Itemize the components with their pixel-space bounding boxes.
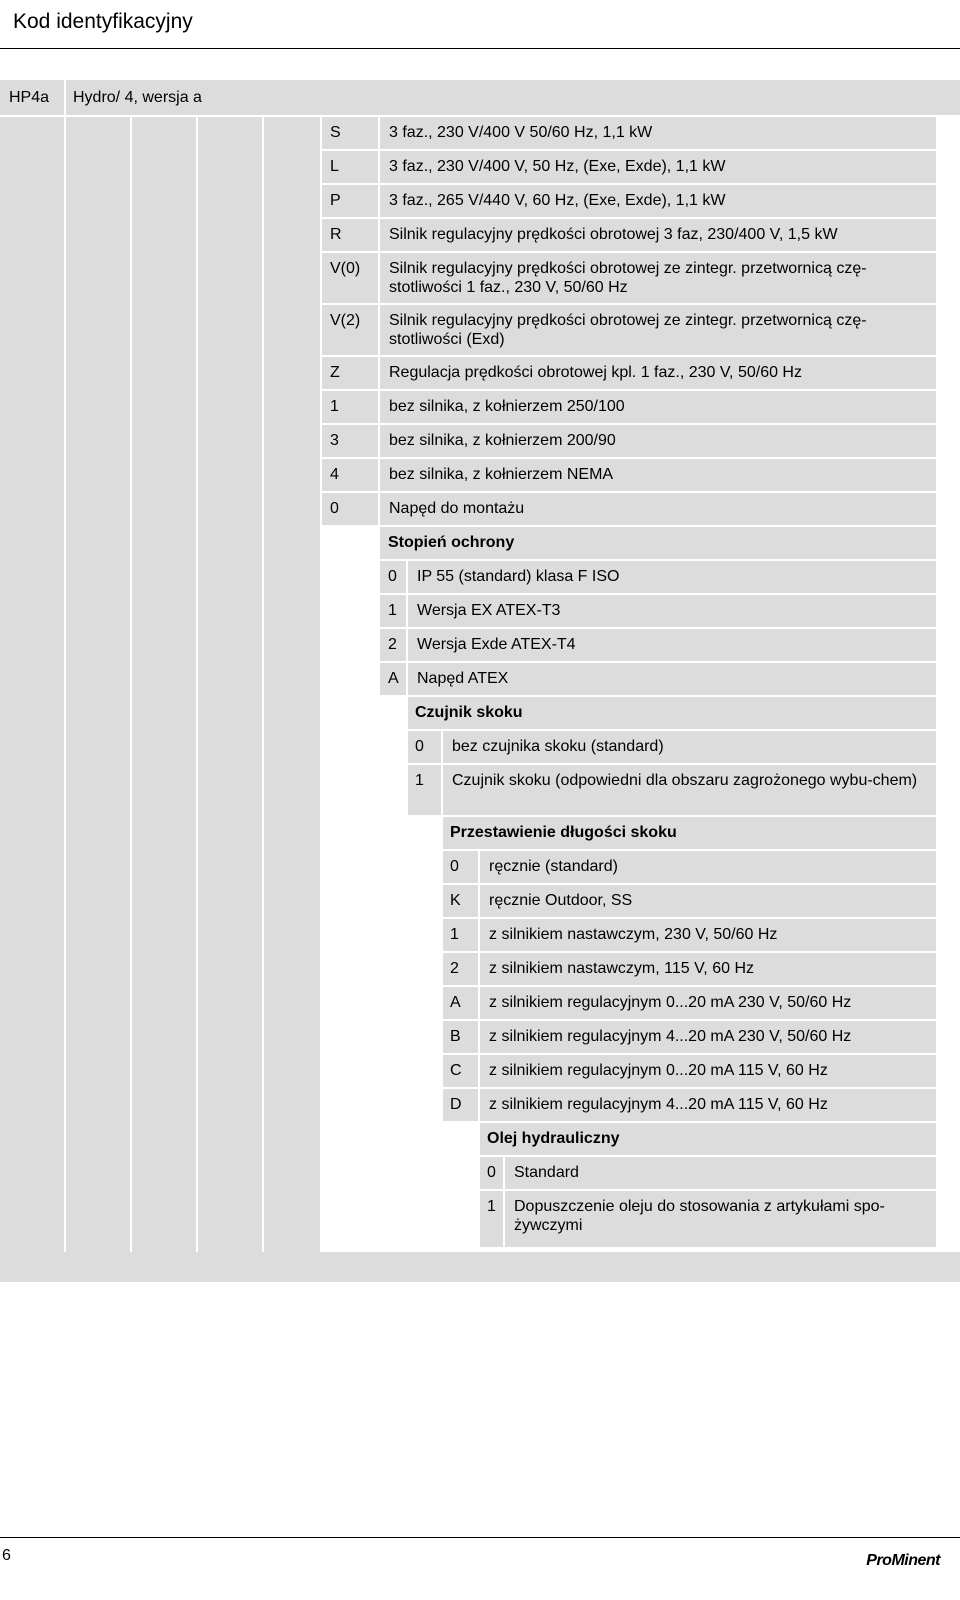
option-code: 1 (322, 391, 378, 423)
option-code: V(0) (322, 253, 378, 303)
page-title: Kod identyfikacyjny (13, 10, 193, 33)
option-code: P (322, 185, 378, 217)
option-code: L (322, 151, 378, 183)
option-code: 0 (322, 493, 378, 525)
option-description: Czujnik skoku (odpowiedni dla obszaru zagrożonego wybu-chem) (443, 765, 936, 815)
option-code: K (443, 885, 478, 917)
option-description: Wersja EX ATEX-T3 (408, 595, 936, 627)
option-description: IP 55 (standard) klasa F ISO (408, 561, 936, 593)
option-code: S (322, 117, 378, 149)
option-code: 0 (443, 851, 478, 883)
option-code: B (443, 1021, 478, 1053)
table-row (0, 357, 960, 389)
level5-heading: Olej hydrauliczny (480, 1123, 936, 1155)
page-number: 6 (2, 1547, 11, 1564)
option-code: 0 (480, 1157, 503, 1189)
level4-heading: Przestawienie długości skoku (443, 817, 936, 849)
option-description: Standard (505, 1157, 936, 1189)
option-code: 3 (322, 425, 378, 457)
table-bottom-band (0, 1252, 960, 1282)
table-row (0, 1055, 960, 1087)
option-code: 4 (322, 459, 378, 491)
table-row (0, 663, 960, 695)
option-description: Silnik regulacyjny prędkości obrotowej ze zintegr. przetwornicą czę-stotliwości (Exd) (380, 305, 936, 355)
option-code: 1 (480, 1191, 503, 1247)
option-code: C (443, 1055, 478, 1087)
table-row (0, 1191, 960, 1247)
option-description: 3 faz., 230 V/400 V, 50 Hz, (Exe, Exde), 1,1 kW (380, 151, 936, 183)
level4-heading-row (0, 817, 960, 849)
table-row (0, 953, 960, 985)
option-description: z silnikiem nastawczym, 230 V, 50/60 Hz (480, 919, 936, 951)
option-description: Napęd do montażu (380, 493, 936, 525)
option-description: z silnikiem regulacyjnym 4...20 mA 230 V, 50/60 Hz (480, 1021, 936, 1053)
level3-heading-row (0, 697, 960, 729)
table-row (0, 305, 960, 355)
table-row (0, 629, 960, 661)
option-description: z silnikiem regulacyjnym 0...20 mA 115 V, 60 Hz (480, 1055, 936, 1087)
table-row (0, 987, 960, 1019)
option-description: Silnik regulacyjny prędkości obrotowej 3 faz, 230/400 V, 1,5 kW (380, 219, 936, 251)
table-row (0, 493, 960, 525)
option-description: Wersja Exde ATEX-T4 (408, 629, 936, 661)
option-code: 1 (443, 919, 478, 951)
table-row (0, 765, 960, 815)
level3-heading: Czujnik skoku (408, 697, 936, 729)
table-row (0, 151, 960, 183)
option-description: ręcznie Outdoor, SS (480, 885, 936, 917)
option-description: z silnikiem regulacyjnym 0...20 mA 230 V, 50/60 Hz (480, 987, 936, 1019)
option-code: 1 (408, 765, 441, 815)
option-description: bez silnika, z kołnierzem 200/90 (380, 425, 936, 457)
option-code: A (380, 663, 406, 695)
option-description: Regulacja prędkości obrotowej kpl. 1 faz., 230 V, 50/60 Hz (380, 357, 936, 389)
option-description: bez silnika, z kołnierzem 250/100 (380, 391, 936, 423)
level5-heading-row (0, 1123, 960, 1155)
table-row (0, 1089, 960, 1121)
product-code: HP4a (0, 80, 64, 115)
option-description: bez silnika, z kołnierzem NEMA (380, 459, 936, 491)
option-code: A (443, 987, 478, 1019)
table-row (0, 219, 960, 251)
option-code: 0 (408, 731, 441, 763)
table-row (0, 391, 960, 423)
option-code: 1 (380, 595, 406, 627)
option-description: z silnikiem regulacyjnym 4...20 mA 115 V, 60 Hz (480, 1089, 936, 1121)
table-row (0, 1021, 960, 1053)
table-row (0, 851, 960, 883)
table-row (0, 731, 960, 763)
option-description: Napęd ATEX (408, 663, 936, 695)
option-code: 2 (380, 629, 406, 661)
level2-heading: Stopień ochrony (380, 527, 936, 559)
table-row (0, 185, 960, 217)
option-code: V(2) (322, 305, 378, 355)
option-description: 3 faz., 230 V/400 V 50/60 Hz, 1,1 kW (380, 117, 936, 149)
table-row (0, 253, 960, 303)
option-description: bez czujnika skoku (standard) (443, 731, 936, 763)
option-description: 3 faz., 265 V/440 V, 60 Hz, (Exe, Exde), 1,1 kW (380, 185, 936, 217)
table-row (0, 595, 960, 627)
table-row (0, 561, 960, 593)
product-name: Hydro/ 4, wersja a (66, 80, 960, 115)
title-divider (0, 48, 960, 49)
table-row (0, 459, 960, 491)
option-code: Z (322, 357, 378, 389)
option-description: z silnikiem nastawczym, 115 V, 60 Hz (480, 953, 936, 985)
table-row (0, 117, 960, 149)
option-description: Silnik regulacyjny prędkości obrotowej ze zintegr. przetwornicą czę-stotliwości 1 faz., 230 V, 50/60 Hz (380, 253, 936, 303)
option-code: D (443, 1089, 478, 1121)
option-description: Dopuszczenie oleju do stosowania z artykułami spo-żywczymi (505, 1191, 936, 1247)
level2-heading-row (0, 527, 960, 559)
table-row (0, 885, 960, 917)
table-row (0, 1157, 960, 1189)
footer-divider (0, 1537, 960, 1538)
option-code: 0 (380, 561, 406, 593)
table-row (0, 425, 960, 457)
prominent-logo: ProMinent (866, 1552, 940, 1569)
table-row (0, 919, 960, 951)
option-code: R (322, 219, 378, 251)
option-code: 2 (443, 953, 478, 985)
option-description: ręcznie (standard) (480, 851, 936, 883)
